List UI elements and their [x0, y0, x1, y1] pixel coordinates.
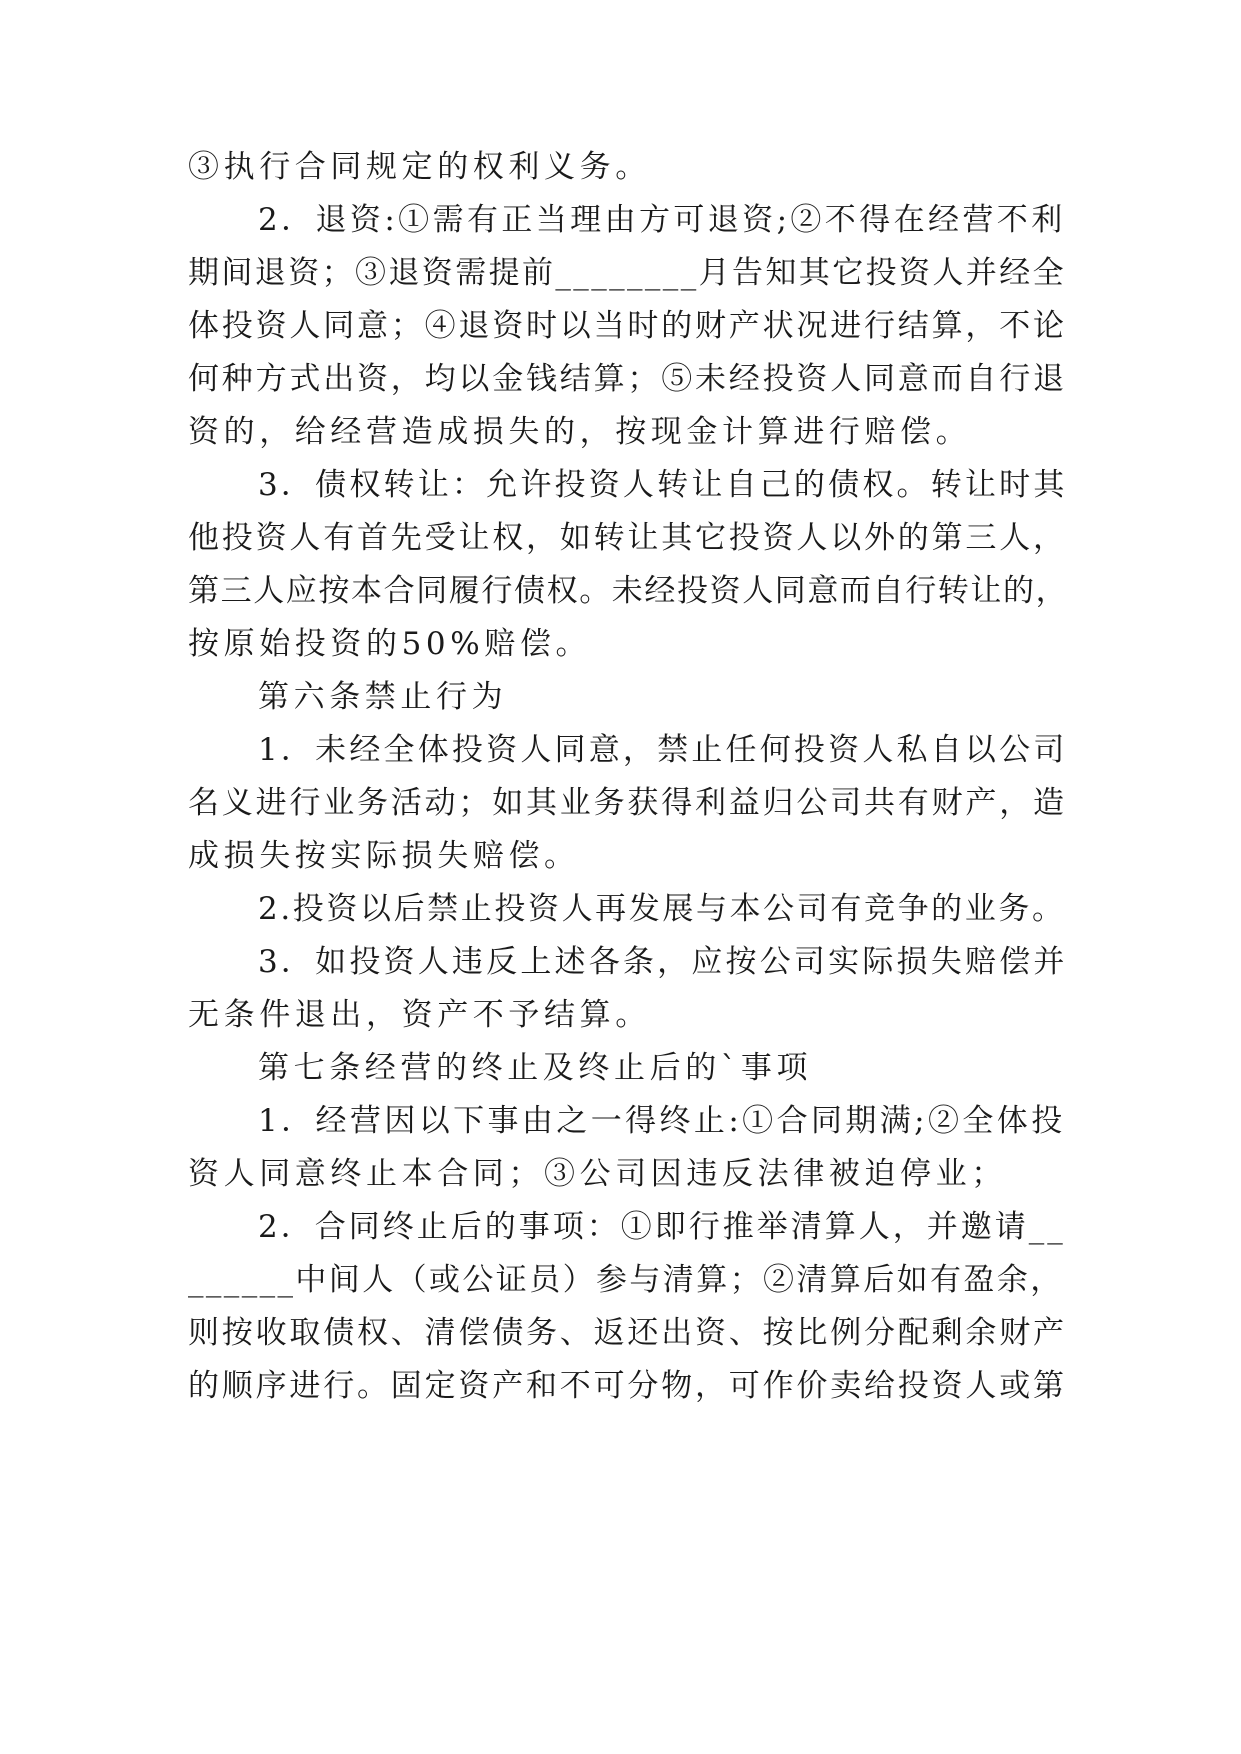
section-heading: 第六条禁止行为: [258, 679, 508, 715]
text-line: ③执行合同规定的权利义务。: [188, 149, 651, 185]
text-line: 他投资人有首先受让权，如转让其它投资人以外的第三人，: [188, 520, 1067, 556]
text-line: 3．如投资人违反上述各条，应按公司实际损失赔偿并: [258, 944, 1068, 980]
text-line: 第三人应按本合同履行债权。未经投资人同意而自行转让的，: [188, 573, 1069, 609]
text-line: 的顺序进行。固定资产和不可分物，可作价卖给投资人或第: [188, 1368, 1067, 1404]
text-line: 资的，给经营造成损失的，按现金计算进行赔偿。: [188, 414, 972, 450]
text-line: 无条件退出，资产不予结算。: [188, 997, 651, 1033]
text-line: ______中间人（或公证员）参与清算；②清算后如有盈余，: [188, 1262, 1064, 1298]
text-line: 则按收取债权、清偿债务、返还出资、按比例分配剩余财产: [188, 1315, 1067, 1351]
text-line: 2．合同终止后的事项：①即行推举清算人，并邀请__: [258, 1209, 1066, 1245]
text-line: 名义进行业务活动；如其业务获得利益归公司共有财产，造: [188, 785, 1067, 821]
section-heading: 第七条经营的终止及终止后的`事项: [258, 1050, 813, 1086]
text-line: 资人同意终止本合同；③公司因违反法律被迫停业；: [188, 1156, 1007, 1192]
text-line: 何种方式出资，均以金钱结算；⑤未经投资人同意而自行退: [188, 361, 1067, 397]
text-line: 成损失按实际损失赔偿。: [188, 838, 580, 874]
text-line: 2．退资:①需有正当理由方可退资;②不得在经营不利: [258, 202, 1066, 238]
text-line: 1．经营因以下事由之一得终止:①合同期满;②全体投: [258, 1103, 1066, 1139]
text-line: 期间退资；③退资需提前________月告知其它投资人并经全: [188, 255, 1066, 291]
text-line: 2.投资以后禁止投资人再发展与本公司有竞争的业务。: [258, 891, 1066, 927]
text-line: 3．债权转让：允许投资人转让自己的债权。转让时其: [258, 467, 1068, 503]
text-line: 按原始投资的50%赔偿。: [188, 626, 592, 662]
text-line: 1．未经全体投资人同意，禁止任何投资人私自以公司: [258, 732, 1068, 768]
text-line: 体投资人同意；④退资时以当时的财产状况进行结算，不论: [188, 308, 1067, 344]
